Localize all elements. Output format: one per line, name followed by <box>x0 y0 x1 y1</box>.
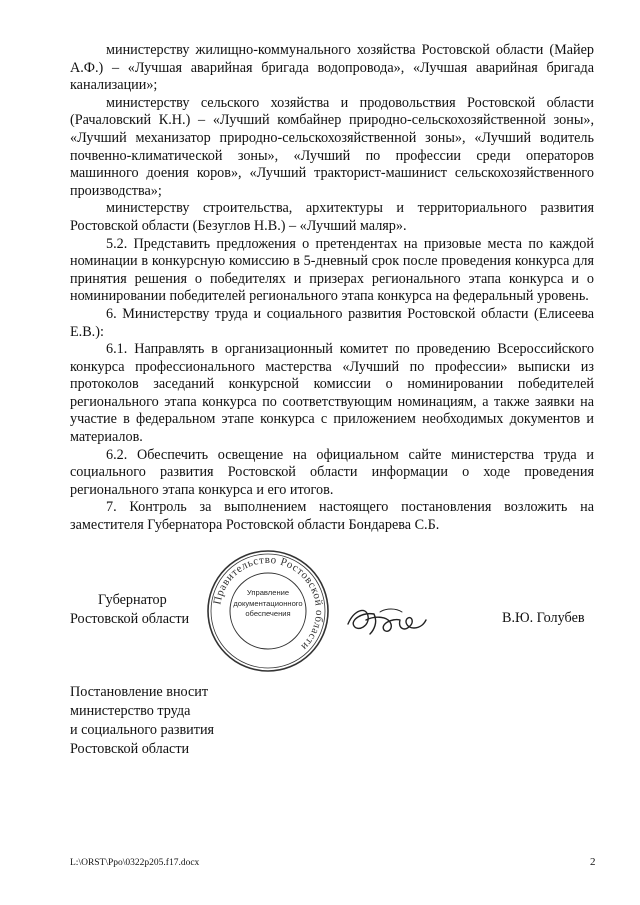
stamp-inner-text <box>218 588 318 620</box>
footer-page-number: 2 <box>590 856 596 868</box>
paragraph-agriculture-ministry: министерству сельского хозяйства и продовольствия Ростовской области (Рачаловский К.Н.) – «Лучший комбайнер природно-сельскохозяйственной зоны», «Лучший механизатор природно-сельскохозяйственной зоны», «Лучший водитель почвенно-климатической зоны», «Лучший по профессии среди операторов машинного доения коров», «Лучший тракторист-машинист сельскохозяйственного производства»; <box>70 94 594 199</box>
signatory-title-line-1: Губернатор <box>98 592 167 608</box>
stamp-inner-line-1: Управление <box>246 588 290 597</box>
paragraph-6: 6. Министерству труда и социального развития Ростовской области (Елисеева Е.В.): <box>70 305 594 340</box>
signatory-title-line-2: Ростовской области <box>70 611 190 627</box>
paragraph-housing-ministry: министерству жилищно-коммунального хозяйства Ростовской области (Майер А.Ф.) – «Лучшая аварийная бригада водопровода», «Лучшая аварийная бригада канализации»; <box>70 42 594 94</box>
note-line-3: и социального развития <box>70 722 215 738</box>
stamp-ring-text: Правительство Ростовской области <box>211 553 326 653</box>
paragraph-6-1: 6.1. Направлять в организационный комитет по проведению Всероссийского конкурса профессионального мастерства «Лучший по профессии» выписки из протоколов заседаний конкурсной комиссии о номинировании победителей регионального этапа конкурса по соответствующим номинациям, а также заявки на участие в федеральном этапе конкурса с приложением необходимых документов и материалов. <box>70 341 594 446</box>
note-line-2: министерство труда <box>70 703 191 719</box>
handwritten-signature <box>344 598 430 640</box>
stamp-inner-line-3: обеспечения <box>245 609 291 619</box>
paragraph-7: 7. Контроль за выполнением настоящего постановления возложить на заместителя Губернатора Ростовской области Бондарева С.Б. <box>70 499 594 534</box>
submitted-by-note <box>70 683 214 759</box>
note-line-1: Постановление вносит <box>70 684 209 700</box>
signatory-title <box>70 591 189 629</box>
signatory-name: В.Ю. Голубев <box>502 610 585 626</box>
document-body <box>70 42 594 535</box>
paragraph-construction-ministry: министерству строительства, архитектуры и территориального развития Ростовской области (Безуглов Н.В.) – «Лучший маляр». <box>70 200 594 234</box>
footer-file-path: L:\ORST\Ppo\0322p205.f17.docx <box>70 858 200 868</box>
stamp-inner-line-2: документационного <box>233 598 303 608</box>
paragraph-5-2: 5.2. Представить предложения о претендентах на призовые места по каждой номинации в конкурсную комиссию в 5-дневный срок после проведения конкурса для принятия решения о победителях и призерах регионального этапа конкурса и о номинировании победителей регионального этапа конкурса на федеральный уровень. <box>70 235 594 305</box>
paragraph-6-2: 6.2. Обеспечить освещение на официальном сайте министерства труда и социального развития Ростовской области информации о ходе проведения регионального этапа конкурса и его итогов. <box>70 446 594 498</box>
note-line-4: Ростовской области <box>70 741 190 757</box>
